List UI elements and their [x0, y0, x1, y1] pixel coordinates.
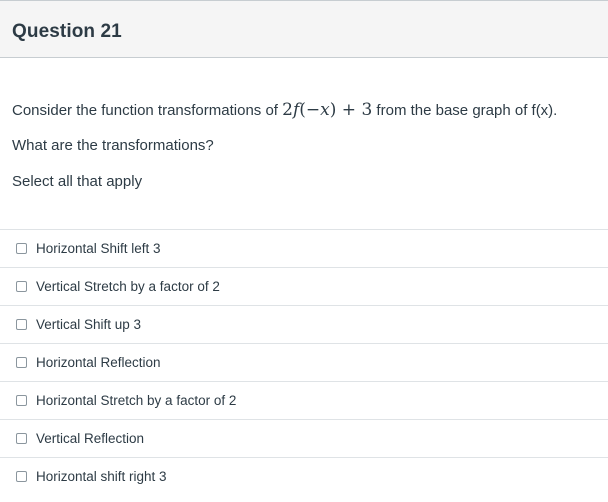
answer-option[interactable]: [0, 457, 608, 495]
question-title: Question 21: [12, 21, 122, 42]
answer-option[interactable]: [0, 343, 608, 381]
answer-option-label[interactable]: Vertical Shift up 3: [36, 317, 142, 332]
checkbox[interactable]: [16, 471, 27, 482]
sub-question: What are the transformations?: [12, 137, 214, 154]
answer-option-label[interactable]: Horizontal Stretch by a factor of 2: [36, 393, 237, 408]
prompt-text-before: Consider the function transformations of: [12, 102, 283, 119]
math-expression: 2f(−x) + 3: [282, 100, 373, 120]
checkbox[interactable]: [16, 243, 27, 254]
answer-option[interactable]: [0, 419, 608, 457]
answer-option-label[interactable]: Vertical Reflection: [36, 431, 145, 446]
checkbox[interactable]: [16, 395, 27, 406]
answer-option[interactable]: [0, 305, 608, 343]
checkbox[interactable]: [16, 319, 27, 330]
question-header: [0, 1, 608, 58]
answer-option-label[interactable]: Horizontal Reflection: [36, 355, 161, 370]
question-prompt: [12, 100, 557, 120]
answer-option[interactable]: [0, 229, 608, 267]
answer-options: [0, 229, 608, 495]
prompt-text-after: from the base graph of f(x).: [372, 102, 558, 119]
answer-option-label[interactable]: Horizontal Shift left 3: [36, 241, 161, 256]
answer-option[interactable]: [0, 381, 608, 419]
checkbox[interactable]: [16, 281, 27, 292]
answer-option[interactable]: [0, 267, 608, 305]
checkbox[interactable]: [16, 433, 27, 444]
select-instruction: Select all that apply: [12, 173, 143, 190]
answer-option-label[interactable]: Vertical Stretch by a factor of 2: [36, 279, 220, 294]
answer-option-label[interactable]: Horizontal shift right 3: [36, 469, 167, 484]
checkbox[interactable]: [16, 357, 27, 368]
